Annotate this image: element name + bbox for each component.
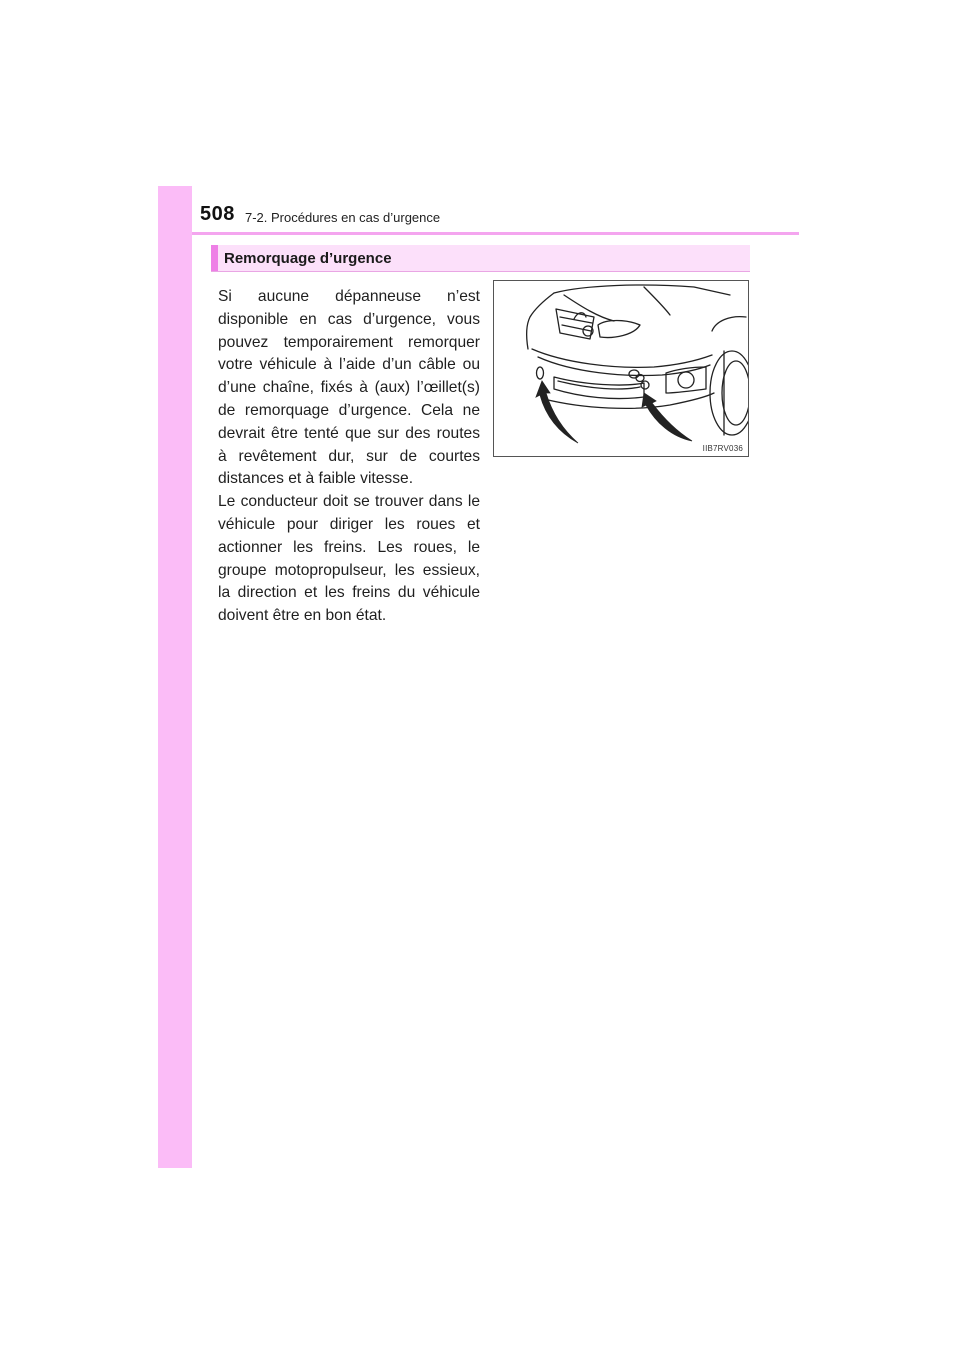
page-number: 508 <box>200 203 235 225</box>
paragraph-2: Le conducteur doit se trouver dans le véhicule pour diriger les roues et actionner les freins. Les roues, le groupe motopropulseur, les essieux, la direction et les freins du véhicule doivent être en bon état. <box>218 493 480 625</box>
heading-underline <box>211 271 750 272</box>
chapter-side-band <box>158 186 192 1168</box>
towing-figure <box>493 280 749 457</box>
section-title: 7-2. Procédures en cas d’urgence <box>245 210 441 225</box>
heading-marker <box>211 245 218 271</box>
figure-code: IIB7RV036 <box>702 444 743 453</box>
body-text <box>218 286 480 628</box>
paragraph-1: Si aucune dépanneuse n’est disponible en cas d’urgence, vous pouvez temporairement remorquer votre véhicule à l’aide d’un câble ou d’une chaîne, fixés à (aux) l’œillet(s) de remorquage d’urgence. Cela ne devrait être tenté que sur des routes à revêtement dur, sur de courtes distances et à faible vitesse. <box>218 288 480 488</box>
car-front-towing-eyelet-illustration <box>494 281 749 457</box>
header-rule <box>192 232 799 235</box>
section-heading: Remorquage d’urgence <box>224 250 392 267</box>
